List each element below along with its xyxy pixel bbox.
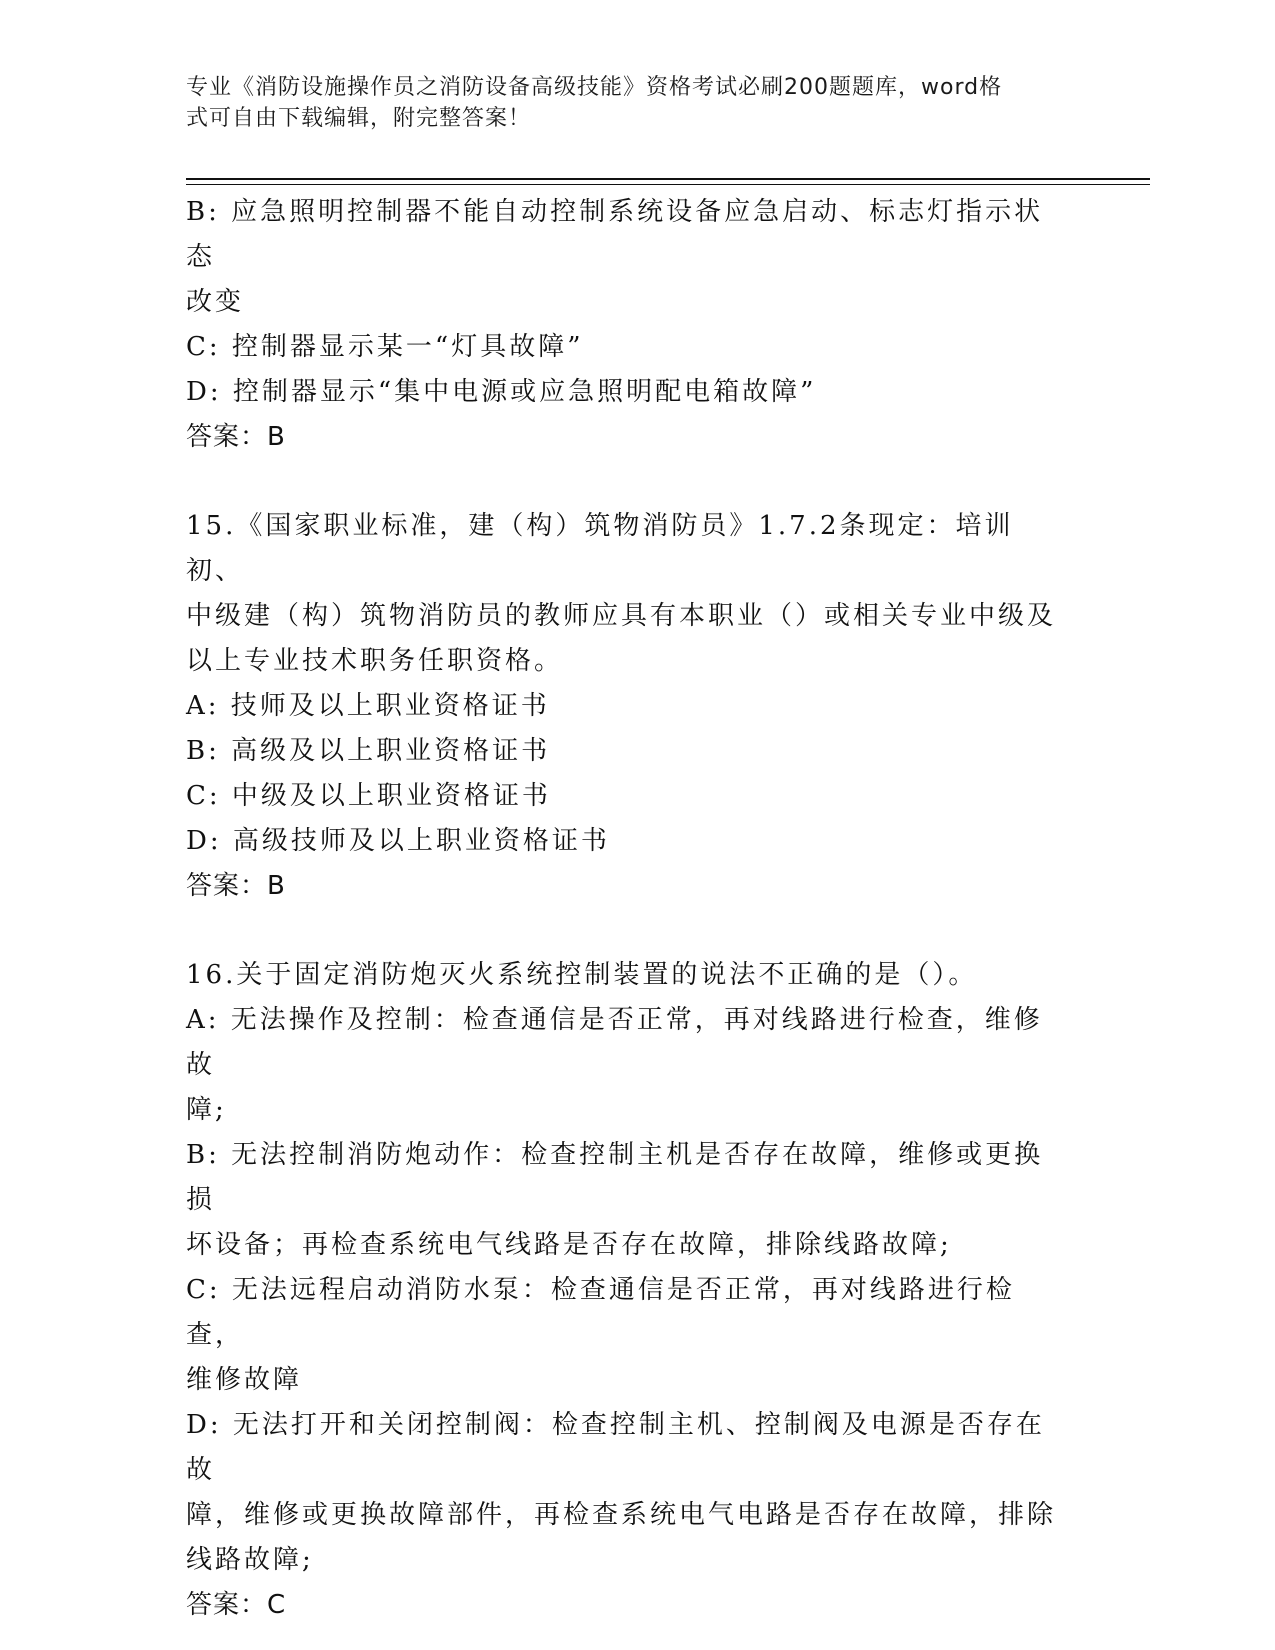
question-stem-line: 15.《国家职业标准，建（构）筑物消防员》1.7.2条现定：培训初、 <box>186 511 1014 586</box>
option-b-continued: 改变 <box>186 287 245 317</box>
answer-label: 答案：B <box>186 422 286 452</box>
option-a: A: 技师及以上职业资格证书 <box>186 691 550 721</box>
option-b: B: 应急照明控制器不能自动控制系统设备应急启动、标志灯指示状态 <box>186 197 1044 272</box>
answer-label: 答案：B <box>186 871 286 901</box>
document-header <box>186 72 1066 134</box>
document-body <box>186 190 1066 1628</box>
option-b: B: 无法控制消防炮动作：检查控制主机是否存在故障，维修或更换损 <box>186 1140 1044 1215</box>
question-stem-line: 中级建（构）筑物消防员的教师应具有本职业（）或相关专业中级及 <box>186 601 1057 631</box>
option-c: C: 无法远程启动消防水泵：检查通信是否正常，再对线路进行检查， <box>186 1275 1015 1350</box>
option-a-continued: 障; <box>186 1095 227 1125</box>
option-d: D: 控制器显示“集中电源或应急照明配电箱故障” <box>186 377 817 407</box>
answer-label: 答案：C <box>186 1590 287 1620</box>
option-b-continued: 坏设备；再检查系统电气线路是否存在故障，排除线路故障; <box>186 1230 952 1260</box>
header-divider-thin <box>186 184 1150 185</box>
question-14-continued <box>186 190 1066 460</box>
question-16 <box>186 953 1066 1628</box>
header-divider-thick <box>186 178 1150 180</box>
option-d-continued: 线路故障; <box>186 1545 314 1575</box>
option-d-continued: 障，维修或更换故障部件，再检查系统电气电路是否存在故障，排除 <box>186 1500 1057 1530</box>
question-stem-line: 16.关于固定消防炮灭火系统控制装置的说法不正确的是（）。 <box>186 960 978 990</box>
option-c: C: 中级及以上职业资格证书 <box>186 781 551 811</box>
header-line-2: 式可自由下载编辑，附完整答案！ <box>186 106 532 131</box>
option-c-continued: 维修故障 <box>186 1365 303 1395</box>
option-a: A: 无法操作及控制：检查通信是否正常，再对线路进行检查，维修故 <box>186 1005 1043 1080</box>
option-d: D: 高级技师及以上职业资格证书 <box>186 826 610 856</box>
spacer <box>186 460 1066 504</box>
option-d: D: 无法打开和关闭控制阀：检查控制主机、控制阀及电源是否存在故 <box>186 1410 1045 1485</box>
spacer <box>186 909 1066 953</box>
question-15 <box>186 504 1066 909</box>
option-c: C: 控制器显示某一“灯具故障” <box>186 332 584 362</box>
header-line-1: 专业《消防设施操作员之消防设备高级技能》资格考试必刷200题题库，word格 <box>186 75 1003 100</box>
question-stem-line: 以上专业技术职务任职资格。 <box>186 646 564 676</box>
option-b: B: 高级及以上职业资格证书 <box>186 736 551 766</box>
